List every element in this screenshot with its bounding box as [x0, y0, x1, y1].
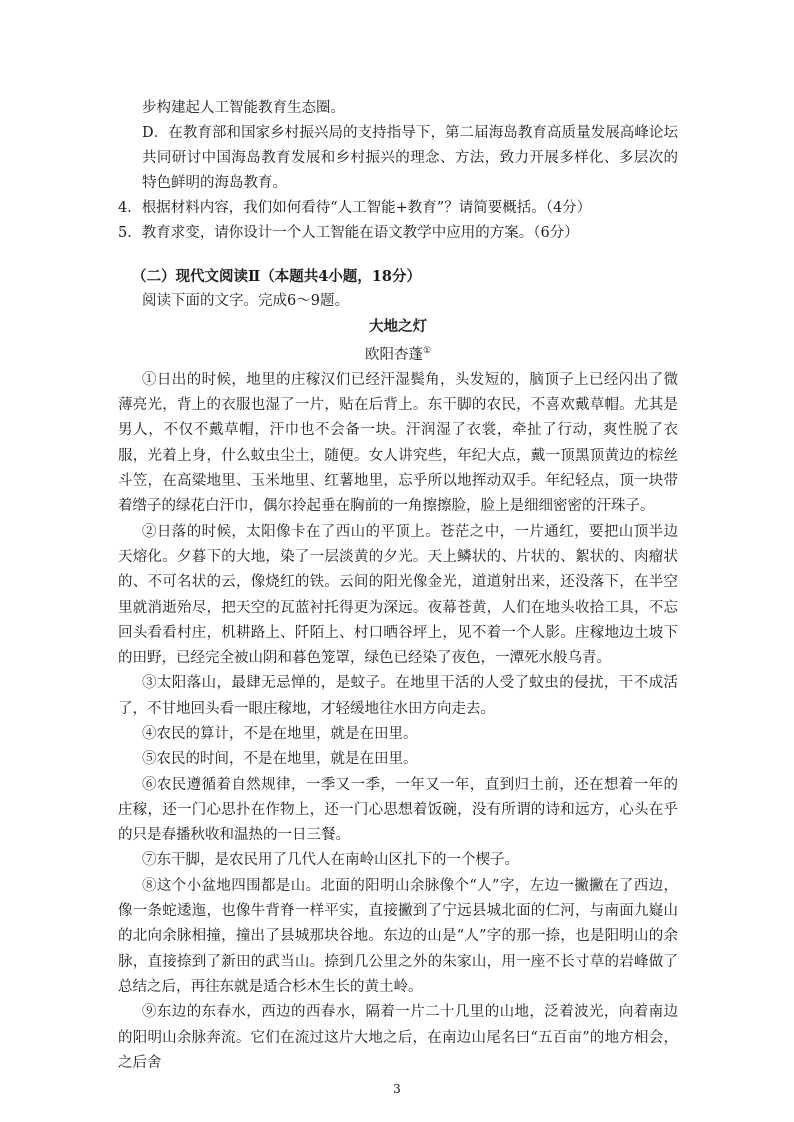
article-paragraph: ③太阳落山，最肆无忌惮的，是蚊子。在地里干活的人受了蚊虫的侵扰，干不成活了，不甘地回头看一眼庄稼地，才轻缓地往水田方向走去。 [118, 675, 678, 717]
article-paragraph: ⑧这个小盆地四围都是山。北面的阳明山余脉像个“人”字，左边一撇撇在了西边，像一条蛇逶迤，也像牛背脊一样平实，直接撇到了宁远县城北面的仁河，与南面九嶷山的北向余脉相撞，撞出了县城那块谷地。东边的山是“人”字的那一捺，也是阳明山的余脉，直接捺到了新田的武当山。捺到几公里之外的朱家山，用一座不长寸草的岩峰做了总结之后，再往东就是适合杉木生长的黄土岭。 [118, 877, 678, 995]
article-paragraph: ④农民的算计，不是在地里，就是在田里。 [142, 725, 418, 742]
continued-option-text: 步构建起人工智能教育生态圈。 [142, 100, 345, 116]
option-d: D．在教育部和国家乡村振兴局的支持指导下，第二届海岛教育高质量发展高峰论坛共同研讨中国海岛教育发展和乡村振兴的理念、方法，致力开展多样化、多层次的特色鲜明的海岛教育。 [142, 125, 678, 191]
article-title: 大地之灯 [369, 318, 427, 335]
article-body [118, 368, 678, 1076]
article-paragraph: ⑦东干脚，是农民用了几代人在南岭山区扎下的一个楔子。 [142, 852, 519, 869]
article-paragraph: ①日出的时候，地里的庄稼汉们已经汗湿鬓角，头发短的，脑顶子上已经闪出了微薄亮光，背上的衣服也湿了一片，贴在后背上。东干脚的农民，不喜欢戴草帽。尤其是男人，不仅不戴草帽，汗巾也不会备一块。汗润湿了衣裳，牵扯了行动，爽性脱了衣服，光着上身，什么蚊虫尘土，随便。女人讲究些，年纪大点，戴一顶黑顶黄边的棕丝斗笠，在高粱地里、玉米地里、红薯地里，忘乎所以地挥动双手。年纪轻点，顶一块带着绺子的绿花白汗巾，偶尔拎起垂在胸前的一角擦擦脸，脸上是细细密密的汗珠子。 [118, 371, 678, 515]
question-5: 5．教育求变，请你设计一个人工智能在语文教学中应用的方案。（6分） [118, 225, 579, 241]
article-paragraph: ⑤农民的时间，不是在地里，就是在田里。 [142, 751, 418, 768]
article-paragraph: ⑨东边的东春水，西边的西春水，隔着一片二十几里的山地，泛着波光，向着南边的阳明山余脉奔流。它们在流过这片大地之后，在南边山尾名曰“五百亩”的地方相会，之后舍 [118, 1004, 678, 1071]
article-paragraph: ②日落的时候，太阳像卡在了西山的平顶上。苍茫之中，一片通红，要把山顶半边天熔化。夕暮下的大地，染了一层淡黄的夕光。天上鳞状的、片状的、絮状的、肉瘤状的、不可名状的云，像烧红的铁。云间的阳光像金光，道道射出来，还没落下，在半空里就消逝殆尽，把天空的瓦蓝衬托得更为深远。夜幕苍黄，人们在地头收拾工具，不忘回头看看村庄，机耕路上、阡陌上、村口晒谷坪上，见不着一个人影。庄稼地边土坡下的田野，已经完全被山阴和暮色笼罩，绿色已经染了夜色，一潭死水般乌青。 [118, 523, 678, 667]
article-author: 欧阳杏蓬① [364, 346, 432, 363]
article-paragraph: ⑥农民遵循着自然规律，一季又一季，一年又一年，直到归土前，还在想着一年的庄稼，还一门心思扑在作物上，还一门心思想着饭碗，没有所谓的诗和远方，心头在乎的只是春播秋收和温热的一日三餐。 [118, 776, 678, 844]
reading-instruction: 阅读下面的文字。完成6～9题。 [142, 293, 349, 309]
author-footnote-mark: ① [422, 346, 432, 356]
page-number: 3 [393, 1082, 401, 1096]
question-4: 4．根据材料内容，我们如何看待“人工智能+教育”？请简要概括。（4分） [118, 200, 592, 216]
section-title: （二）现代文阅读Ⅱ（本题共4小题，18分） [132, 268, 421, 285]
page-content [118, 96, 678, 1076]
